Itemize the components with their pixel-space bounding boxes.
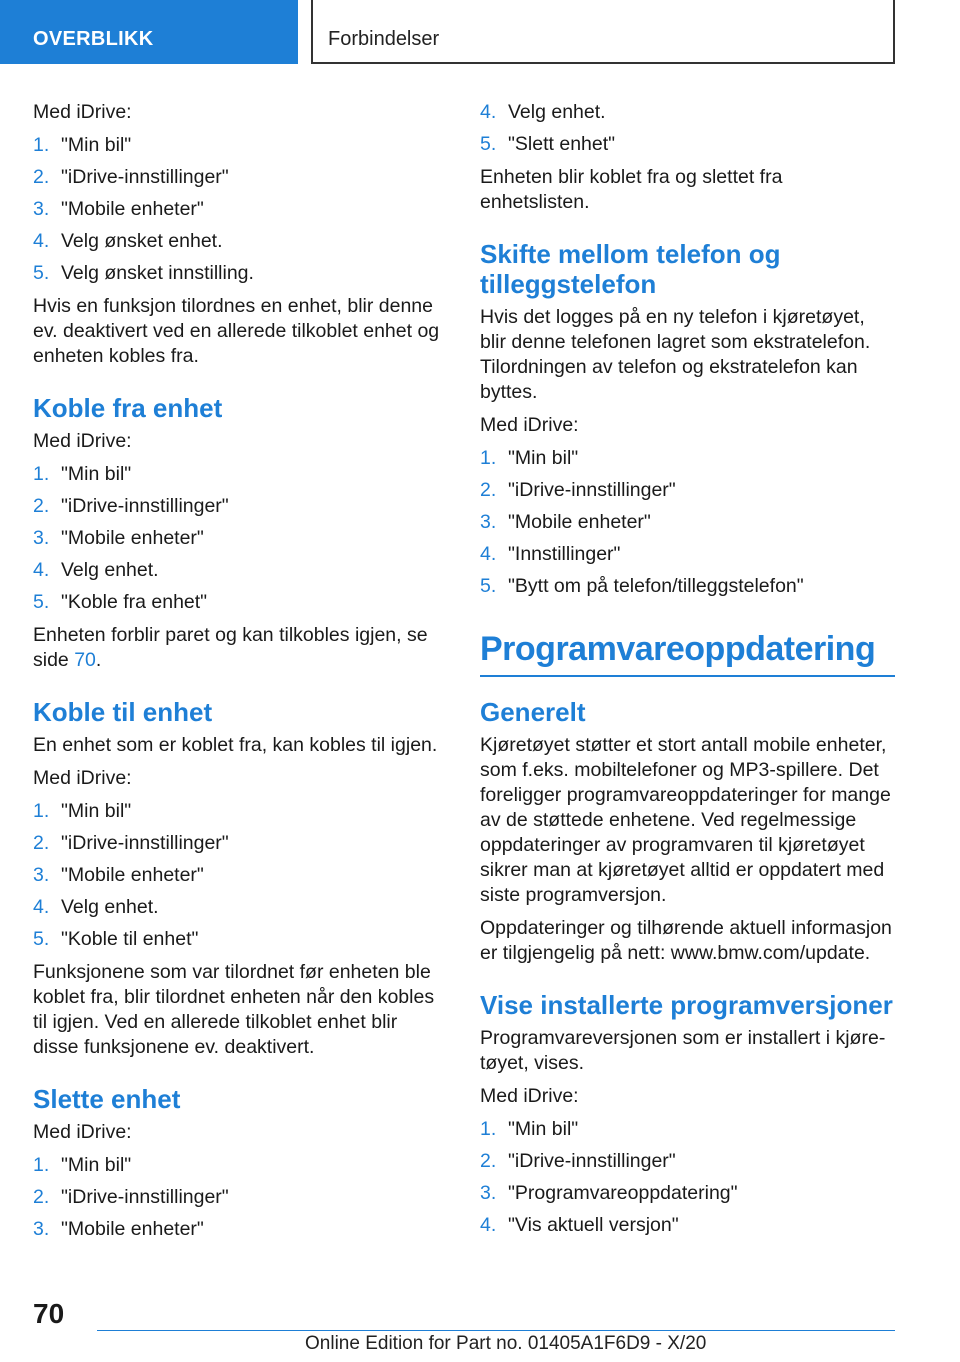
list-text: "Min bil" bbox=[61, 463, 132, 485]
list-text: "iDrive-innstillinger" bbox=[61, 166, 229, 188]
list-item bbox=[33, 863, 445, 888]
steps-list bbox=[33, 799, 445, 952]
list-number: 1. bbox=[33, 134, 50, 156]
paragraph: Hvis en funksjon tilordnes en enhet, blir denne ev. deaktivert ved en allerede tilkoblet enhet og enheten kobles fra. bbox=[33, 295, 440, 367]
list-number: 4. bbox=[33, 559, 50, 581]
list-item bbox=[480, 542, 895, 567]
list-item bbox=[33, 831, 445, 856]
paragraph: Funksjonene som var tilordnet før enheten ble koblet fra, blir tilordnet enheten når den kobles til igjen. Ved en allerede tilkoblet enhet blir disse funksjonene ev. deaktivert. bbox=[33, 961, 435, 1058]
list-text: "Vis aktuell versjon" bbox=[508, 1214, 679, 1236]
list-item bbox=[480, 1149, 895, 1174]
list-text: Velg ønsket innstilling. bbox=[61, 262, 254, 284]
heading-delete: Slette enhet bbox=[33, 1084, 181, 1114]
list-text: "Min bil" bbox=[61, 800, 132, 822]
topic-title: Forbindelser bbox=[328, 28, 440, 50]
intro-label: Med iDrive: bbox=[480, 414, 579, 436]
page-link[interactable]: 70 bbox=[74, 649, 96, 671]
list-number: 2. bbox=[33, 166, 50, 188]
list-text: "Mobile enheter" bbox=[61, 198, 204, 220]
left-column bbox=[33, 100, 445, 1250]
list-item bbox=[33, 261, 445, 286]
list-item bbox=[33, 197, 445, 222]
list-item bbox=[480, 446, 895, 471]
list-number: 1. bbox=[33, 1154, 50, 1176]
section-tab bbox=[0, 0, 298, 64]
list-item bbox=[480, 478, 895, 503]
list-text: "Min bil" bbox=[508, 447, 579, 469]
footer-divider bbox=[97, 1330, 895, 1331]
list-number: 3. bbox=[480, 1182, 497, 1204]
intro-label: Med iDrive: bbox=[33, 101, 132, 123]
paragraph: Oppdateringer og tilhørende aktuell informasjon er tilgjengelig på nett: www.bmw.com/update. bbox=[480, 917, 892, 964]
paragraph: Kjøretøyet støtter et stort antall mobile enheter, som f.eks. mobiltelefoner og MP3-spillere. Det foreligger programvareoppdateringer for mange av de støttede enhetene. Ved regelmessige oppdateringer av programvaren til kjøretøyet sikrer man at kjøretøyet alltid er oppdatert med siste programversjon. bbox=[480, 734, 891, 906]
list-text: "Mobile enheter" bbox=[61, 1218, 204, 1240]
list-number: 4. bbox=[480, 543, 497, 565]
steps-list bbox=[33, 1153, 445, 1242]
list-item bbox=[33, 1217, 445, 1242]
list-item bbox=[480, 510, 895, 535]
list-number: 1. bbox=[480, 1118, 497, 1140]
list-number: 1. bbox=[480, 447, 497, 469]
list-number: 4. bbox=[33, 896, 50, 918]
steps-list bbox=[480, 446, 895, 599]
list-text: "Min bil" bbox=[61, 134, 132, 156]
list-item bbox=[480, 1213, 895, 1238]
list-item bbox=[33, 462, 445, 487]
list-item bbox=[33, 1185, 445, 1210]
list-item bbox=[33, 590, 445, 615]
list-text: Velg enhet. bbox=[61, 559, 159, 581]
list-number: 3. bbox=[33, 527, 50, 549]
list-item bbox=[480, 100, 895, 125]
list-item bbox=[33, 494, 445, 519]
steps-list-continued bbox=[480, 100, 895, 157]
list-text: "Bytt om på telefon/tilleggstelefon" bbox=[508, 575, 804, 597]
list-item bbox=[33, 133, 445, 158]
list-number: 5. bbox=[480, 575, 497, 597]
list-number: 4. bbox=[480, 1214, 497, 1236]
paragraph: Enheten forblir paret og kan tilkobles igjen, se side 70. bbox=[33, 624, 428, 671]
list-number: 2. bbox=[33, 1186, 50, 1208]
list-text: "iDrive-innstillinger" bbox=[61, 832, 229, 854]
list-item bbox=[33, 895, 445, 920]
heading-versions: Vise installerte programversjoner bbox=[480, 990, 893, 1020]
intro-label: Med iDrive: bbox=[480, 1085, 579, 1107]
section-title: OVERBLIKK bbox=[33, 28, 154, 50]
paragraph: En enhet som er koblet fra, kan kobles til igjen. bbox=[33, 734, 438, 756]
list-number: 5. bbox=[33, 928, 50, 950]
list-text: "Programvareoppdatering" bbox=[508, 1182, 738, 1204]
list-item bbox=[480, 1181, 895, 1206]
list-item bbox=[33, 229, 445, 254]
list-item bbox=[480, 1117, 895, 1142]
paragraph: Enheten blir koblet fra og slettet fra enhetslisten. bbox=[480, 166, 783, 213]
list-item bbox=[33, 165, 445, 190]
list-number: 3. bbox=[33, 864, 50, 886]
list-number: 1. bbox=[33, 463, 50, 485]
heading-switch: Skifte mellom telefon og tilleggstelefon bbox=[480, 239, 781, 299]
heading-software-update: Programvareoppdatering bbox=[480, 629, 895, 677]
list-item bbox=[480, 132, 895, 157]
list-number: 3. bbox=[33, 198, 50, 220]
list-number: 2. bbox=[33, 832, 50, 854]
page-number: 70 bbox=[33, 1298, 65, 1329]
paragraph: Programvareversjonen som er installert i kjøretøyet, vises. bbox=[480, 1027, 886, 1074]
steps-list bbox=[33, 133, 445, 286]
list-text: Velg ønsket enhet. bbox=[61, 230, 223, 252]
list-item bbox=[33, 1153, 445, 1178]
list-number: 4. bbox=[480, 101, 497, 123]
list-text: "Koble til enhet" bbox=[61, 928, 199, 950]
list-text: "Mobile enheter" bbox=[61, 864, 204, 886]
heading-connect: Koble til enhet bbox=[33, 697, 213, 727]
intro-label: Med iDrive: bbox=[33, 1121, 132, 1143]
steps-list bbox=[480, 1117, 895, 1238]
steps-list bbox=[33, 462, 445, 615]
list-text: "Min bil" bbox=[508, 1118, 579, 1140]
right-column bbox=[480, 100, 895, 1246]
list-text: "iDrive-innstillinger" bbox=[508, 1150, 676, 1172]
list-text: "iDrive-innstillinger" bbox=[61, 495, 229, 517]
list-text: Velg enhet. bbox=[508, 101, 606, 123]
heading-general: Generelt bbox=[480, 697, 586, 727]
list-number: 5. bbox=[33, 591, 50, 613]
list-number: 2. bbox=[480, 1150, 497, 1172]
list-number: 3. bbox=[33, 1218, 50, 1240]
list-item bbox=[33, 526, 445, 551]
list-number: 2. bbox=[480, 479, 497, 501]
footer-edition: Online Edition for Part no. 01405A1F6D9 - X/20 bbox=[305, 1333, 707, 1354]
list-text: "Min bil" bbox=[61, 1154, 132, 1176]
list-item bbox=[480, 574, 895, 599]
list-text: "Mobile enheter" bbox=[61, 527, 204, 549]
list-text: "Mobile enheter" bbox=[508, 511, 651, 533]
list-item bbox=[33, 799, 445, 824]
list-number: 5. bbox=[33, 262, 50, 284]
intro-label: Med iDrive: bbox=[33, 767, 132, 789]
heading-disconnect: Koble fra enhet bbox=[33, 393, 223, 423]
list-text: "Koble fra enhet" bbox=[61, 591, 208, 613]
list-number: 5. bbox=[480, 133, 497, 155]
list-text: "Slett enhet" bbox=[508, 133, 616, 155]
list-text: "iDrive-innstillinger" bbox=[61, 1186, 229, 1208]
list-number: 3. bbox=[480, 511, 497, 533]
list-number: 4. bbox=[33, 230, 50, 252]
list-item bbox=[33, 558, 445, 583]
intro-label: Med iDrive: bbox=[33, 430, 132, 452]
paragraph: Hvis det logges på en ny telefon i kjøretøyet, blir denne telefonen lagret som ekstratelefon. Tilordningen av telefon og ekstratelefon kan byttes. bbox=[480, 306, 871, 403]
list-text: Velg enhet. bbox=[61, 896, 159, 918]
list-text: "iDrive-innstillinger" bbox=[508, 479, 676, 501]
list-number: 2. bbox=[33, 495, 50, 517]
list-number: 1. bbox=[33, 800, 50, 822]
list-text: "Innstillinger" bbox=[508, 543, 621, 565]
topic-header bbox=[311, 0, 895, 64]
list-item bbox=[33, 927, 445, 952]
